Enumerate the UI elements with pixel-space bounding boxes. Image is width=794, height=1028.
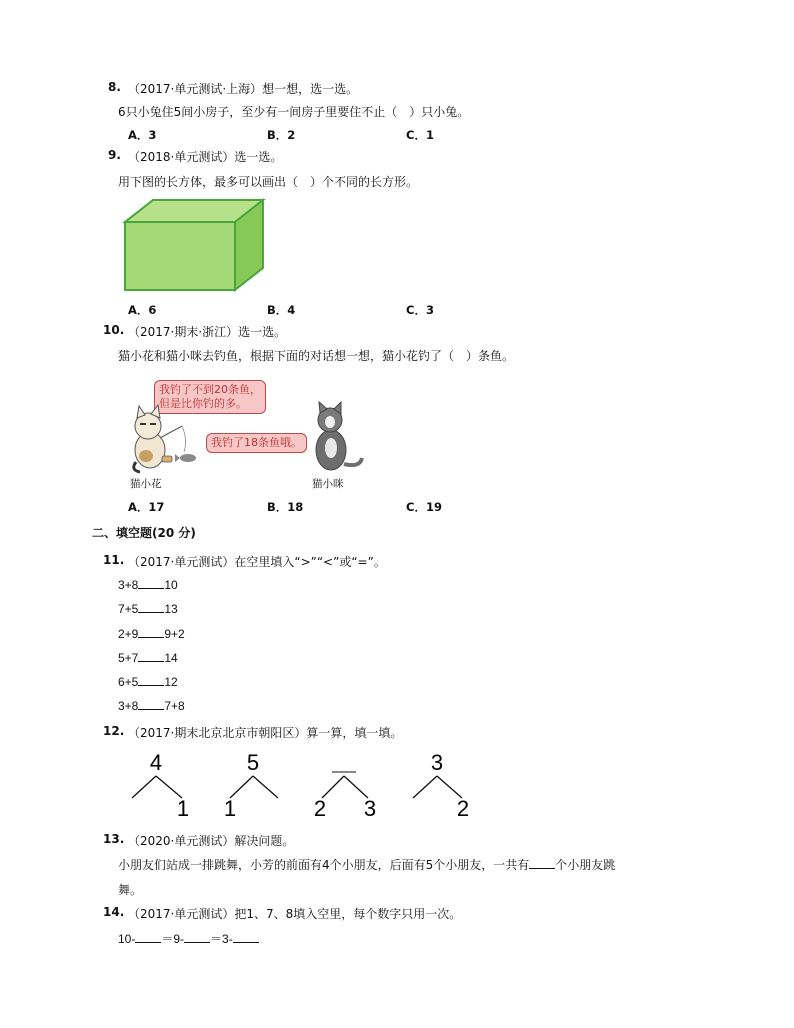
bond3-right: 3	[363, 796, 377, 821]
q9-option-c: C．3	[406, 303, 434, 317]
cat2-name: 猫小咪	[312, 478, 344, 490]
q10-option-b: B．18	[267, 500, 304, 514]
answer-blank[interactable]	[138, 675, 164, 686]
bond4-top: 3	[430, 750, 444, 775]
q14-number: 14.	[103, 905, 125, 919]
q9-source: （2018·单元测试）选一选。	[128, 150, 283, 164]
cat-xiaomi-icon	[316, 402, 362, 470]
q9-option-a: A．6	[128, 303, 157, 317]
q11-item: 5+7 14	[118, 651, 178, 665]
q10-question: 猫小花和猫小咪去钓鱼，根据下面的对话想一想，猫小花钓了（ ）条鱼。	[118, 349, 515, 363]
number-bond-2	[224, 750, 278, 821]
answer-blank[interactable]	[138, 602, 164, 613]
q10-number: 10.	[103, 323, 125, 337]
q11-item: 6+5 12	[118, 675, 178, 689]
q8-option-b: B．2	[267, 128, 296, 142]
bond4-right: 2	[456, 796, 470, 821]
q13-question-line1: 小朋友们站成一排跳舞，小芳的前面有4个小朋友，后面有5个小朋友，一共有 个小朋友跳	[118, 858, 616, 872]
bond2-top: 5	[246, 750, 260, 775]
answer-blank[interactable]	[138, 627, 164, 638]
q8-option-c: C．1	[406, 128, 434, 142]
answer-blank[interactable]	[138, 651, 164, 662]
q11-number: 11.	[103, 553, 125, 567]
q9-number: 9.	[108, 148, 121, 162]
q11-item: 7+5 13	[118, 602, 178, 616]
cuboid-figure	[120, 196, 268, 294]
bond1-right: 1	[176, 796, 190, 821]
q13-question-line2: 舞。	[118, 883, 143, 897]
q10-source: （2017·期末·浙江）选一选。	[128, 325, 287, 339]
q11-item: 3+8 7+8	[118, 699, 185, 713]
answer-blank[interactable]	[233, 932, 259, 943]
q13-number: 13.	[103, 832, 125, 846]
q9-option-b: B．4	[267, 303, 296, 317]
section-title: 二、填空题(20 分)	[92, 526, 196, 540]
q12-number: 12.	[103, 724, 125, 738]
fishing-cats-illustration	[120, 398, 380, 478]
bond3-left: 2	[313, 796, 327, 821]
bubble2-text: 我钓了18条鱼哦。	[211, 436, 302, 449]
bond1-top: 4	[149, 750, 163, 775]
number-bond-1	[132, 750, 189, 821]
q10-option-a: A．17	[128, 500, 165, 514]
q14-equation: 10- ＝9- ＝3-	[118, 930, 259, 947]
q12-source: （2017·期末北京北京市朝阳区）算一算，填一填。	[128, 726, 403, 740]
number-bond-4	[413, 750, 469, 821]
number-bond-3	[314, 772, 376, 821]
q8-number: 8.	[108, 80, 121, 94]
answer-blank[interactable]	[138, 578, 164, 589]
answer-blank[interactable]	[184, 932, 210, 943]
cuboid-front-face	[125, 222, 235, 290]
q11-item: 3+8 10	[118, 578, 178, 592]
q9-question: 用下图的长方体，最多可以画出（ ）个不同的长方形。	[118, 175, 419, 189]
q14-source: （2017·单元测试）把1、7、8填入空里，每个数字只用一次。	[128, 907, 462, 921]
q8-question: 6只小兔住5间小房子，至少有一间房子里要住不止（ ）只小兔。	[118, 105, 470, 119]
q11-item: 2+9 9+2	[118, 627, 185, 641]
answer-blank[interactable]	[529, 858, 555, 869]
q11-source: （2017·单元测试）在空里填入“>”“<”或“=”。	[128, 555, 386, 569]
q8-source: （2017·单元测试·上海）想一想，选一选。	[128, 82, 359, 96]
answer-blank[interactable]	[138, 699, 164, 710]
bubble1-line1: 我钓了不到20条鱼，	[159, 383, 261, 396]
bond2-left: 1	[223, 796, 237, 821]
number-bond-diagrams	[120, 748, 490, 822]
cat1-name: 猫小花	[130, 478, 162, 490]
bubble1-line2: 但是比你钓的多。	[159, 397, 247, 410]
q8-option-a: A．3	[128, 128, 157, 142]
q13-source: （2020·单元测试）解决问题。	[128, 834, 295, 848]
cat-xiaohua-icon	[134, 405, 196, 472]
q10-option-c: C．19	[406, 500, 442, 514]
answer-blank[interactable]	[135, 932, 161, 943]
